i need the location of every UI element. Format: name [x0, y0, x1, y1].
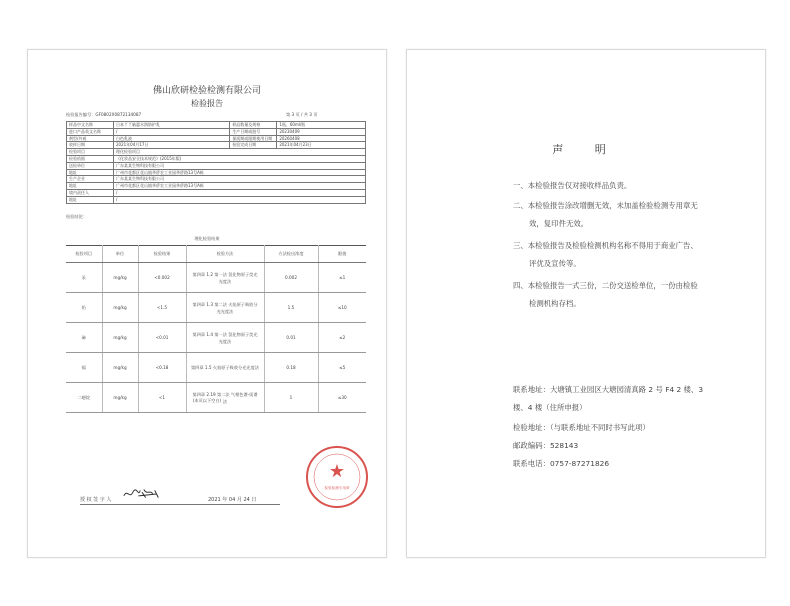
info-row	[67, 183, 366, 190]
info-value: 《化妆品安全技术规范》(2015年版)	[114, 155, 366, 162]
info-key: 保质期或限期使用日期	[230, 135, 277, 142]
post-label: 邮政编码：	[513, 441, 550, 450]
info-row	[67, 176, 366, 183]
info-key: 地址	[67, 169, 114, 176]
info-value: 广东某某生物科技有限公司	[114, 176, 366, 183]
sign-date: 2021 年 04 月 24 日	[208, 497, 257, 503]
col-header: 限值	[318, 246, 366, 263]
info-key: 送检单位	[67, 162, 114, 169]
report-number	[66, 112, 141, 118]
statement-item-1: 一、本检验报告仅对接收样品负责。	[513, 181, 632, 190]
info-row	[67, 189, 366, 196]
info-key: 剂型/外观	[67, 135, 114, 142]
result-limit: ≤5	[318, 353, 366, 383]
info-value: 广州市花都区花山镇华侨农工业园华侨路13号A栋	[114, 169, 366, 176]
statement-item-4b: 检测机构存档。	[529, 299, 581, 308]
report-page	[27, 49, 387, 558]
result-detect: 0.18	[264, 353, 318, 383]
col-header: 检验结果	[138, 246, 186, 263]
result-method: 第四章 1.2 第一法 氢化物原子荧光光度法	[186, 263, 264, 293]
check-address	[513, 422, 650, 434]
result-limit: ≤1	[318, 263, 366, 293]
info-row	[67, 135, 366, 142]
result-limit: ≤10	[318, 293, 366, 323]
info-value: 2021年04月23日	[277, 142, 366, 149]
info-key: 样品数量及规格	[230, 122, 277, 129]
post-value: 528143	[549, 441, 579, 450]
statement-item-3b: 评优及宣传等。	[529, 259, 581, 268]
info-value: 20260408	[277, 135, 366, 142]
info-key: 地址	[67, 196, 114, 203]
info-row	[67, 128, 366, 135]
contact-address	[513, 384, 703, 396]
info-value: 广州市花都区花山镇华侨农工业园华侨路13号A栋	[114, 183, 366, 190]
result-unit: mg/kg	[102, 383, 138, 413]
col-header: 检验方法	[186, 246, 264, 263]
info-value: 20230409	[277, 128, 366, 135]
address-line-2: 楼、4 楼（住所申报）	[513, 403, 587, 412]
info-value: 广东某某生物科技有限公司	[114, 162, 366, 169]
check-label: 检验地址：	[513, 423, 550, 432]
result-item: 二噁烷	[66, 383, 102, 413]
company-name: 佛山欣研检验检测有限公司	[152, 86, 261, 96]
seal-star-icon: ★	[328, 461, 346, 482]
info-value: 1瓶，60ml/瓶	[277, 122, 366, 129]
info-value: 2021年04月17日	[114, 142, 230, 149]
result-result: <1	[138, 383, 186, 413]
report-number-value: GF0802X0872134087	[95, 112, 142, 117]
result-result: <1.5	[138, 293, 186, 323]
result-result: <0.18	[138, 353, 186, 383]
info-value: /	[114, 196, 366, 203]
info-value: /	[114, 128, 230, 135]
info-key: 生产日期或批号	[230, 128, 277, 135]
result-detect: 0.002	[264, 263, 318, 293]
info-key: 样品中文名称	[67, 122, 114, 129]
info-value: 白色乳液	[114, 135, 230, 142]
info-value: /	[114, 189, 366, 196]
result-unit: mg/kg	[102, 293, 138, 323]
conclusion-label: 检验结论：	[66, 214, 87, 219]
result-unit: mg/kg	[102, 263, 138, 293]
seal-text: 检验检测专用章	[324, 486, 350, 490]
result-limit: ≤30	[318, 383, 366, 413]
info-key: 进口产品英文名称	[67, 128, 114, 135]
phone-label: 联系电话：	[513, 459, 550, 468]
col-header: 检验项目	[66, 246, 102, 263]
section-title: 理化检验结果	[194, 236, 220, 241]
report-number-label: 检验报告编号：	[66, 112, 96, 117]
statement-item-4: 四、本检验报告一式三份，二份交送检单位，一份由检验	[513, 281, 698, 290]
result-unit: mg/kg	[102, 323, 138, 353]
result-result: <0.01	[138, 323, 186, 353]
col-header: 方法检出浓度	[264, 246, 318, 263]
signature-line	[80, 504, 280, 505]
result-method: 第四章 2.19 第二法 气相色谱-质谱法	[186, 383, 264, 413]
phone	[513, 458, 609, 470]
info-row	[67, 155, 366, 162]
result-limit: ≤2	[318, 323, 366, 353]
result-item: 镉	[66, 353, 102, 383]
result-item: 砷	[66, 323, 102, 353]
info-key: 检验项目	[67, 149, 114, 156]
result-item: 铅	[66, 293, 102, 323]
info-key: 收样日期	[67, 142, 114, 149]
statement-item-2: 二、本检验报告涂改增删无效，未加盖检验检测专用章无	[513, 201, 698, 210]
statement-item-2b: 效，复印件无效。	[529, 219, 589, 228]
result-detect: 1	[264, 383, 318, 413]
result-unit: mg/kg	[102, 353, 138, 383]
info-key: 地址	[67, 183, 114, 190]
result-item: 汞	[66, 263, 102, 293]
results-row	[66, 263, 366, 293]
post-code	[513, 440, 578, 452]
sample-info-table	[66, 121, 366, 204]
results-row	[66, 323, 366, 353]
result-detect: 0.01	[264, 323, 318, 353]
info-row	[67, 122, 366, 129]
info-row	[67, 196, 366, 203]
info-value: 理化检验项目	[114, 149, 366, 156]
info-key: 检验依据	[67, 155, 114, 162]
address-label: 联系地址：	[513, 385, 550, 394]
result-method: 第四章 1.3 第二法 火焰原子吸收分光光度法	[186, 293, 264, 323]
info-key: 境内责任人	[67, 189, 114, 196]
phone-value: 0757-87271826	[549, 459, 610, 468]
statement-page	[406, 49, 766, 558]
info-value: 日本丫丫脑惠水润防护乳	[114, 122, 230, 129]
results-row	[66, 293, 366, 323]
info-row	[67, 162, 366, 169]
col-header: 单位	[102, 246, 138, 263]
info-row	[67, 149, 366, 156]
address-value: 大塘镇工业园区大塘园清真路 2 号 F4 2 楼、3	[549, 385, 704, 394]
check-value: （与联系地址不同时书写此项）	[549, 423, 650, 432]
results-table	[66, 245, 366, 413]
result-method: 第四章 1.4 第一法 氢化物原子荧光光度法	[186, 323, 264, 353]
statement-title: 声 明	[552, 143, 620, 156]
results-row	[66, 353, 366, 383]
page-info: 第 3 页 / 共 3 页	[286, 112, 318, 117]
info-row	[67, 142, 366, 149]
signer-label: 授 权 签 字 人	[80, 497, 112, 503]
official-seal	[306, 446, 368, 508]
results-header-row	[66, 246, 366, 263]
info-key: 生产企业	[67, 176, 114, 183]
end-note: (本页以下空白)	[192, 398, 222, 403]
report-title: 检验报告	[191, 99, 223, 108]
info-key: 检验完成日期	[230, 142, 277, 149]
statement-item-3: 三、本检验报告及检验检测机构名称不得用于商业广告、	[513, 241, 698, 250]
signature-icon	[122, 486, 162, 502]
result-result: <0.002	[138, 263, 186, 293]
result-detect: 1.5	[264, 293, 318, 323]
result-method: 第四章 1.5 火焰原子吸收分光光度法	[186, 353, 264, 383]
info-row	[67, 169, 366, 176]
